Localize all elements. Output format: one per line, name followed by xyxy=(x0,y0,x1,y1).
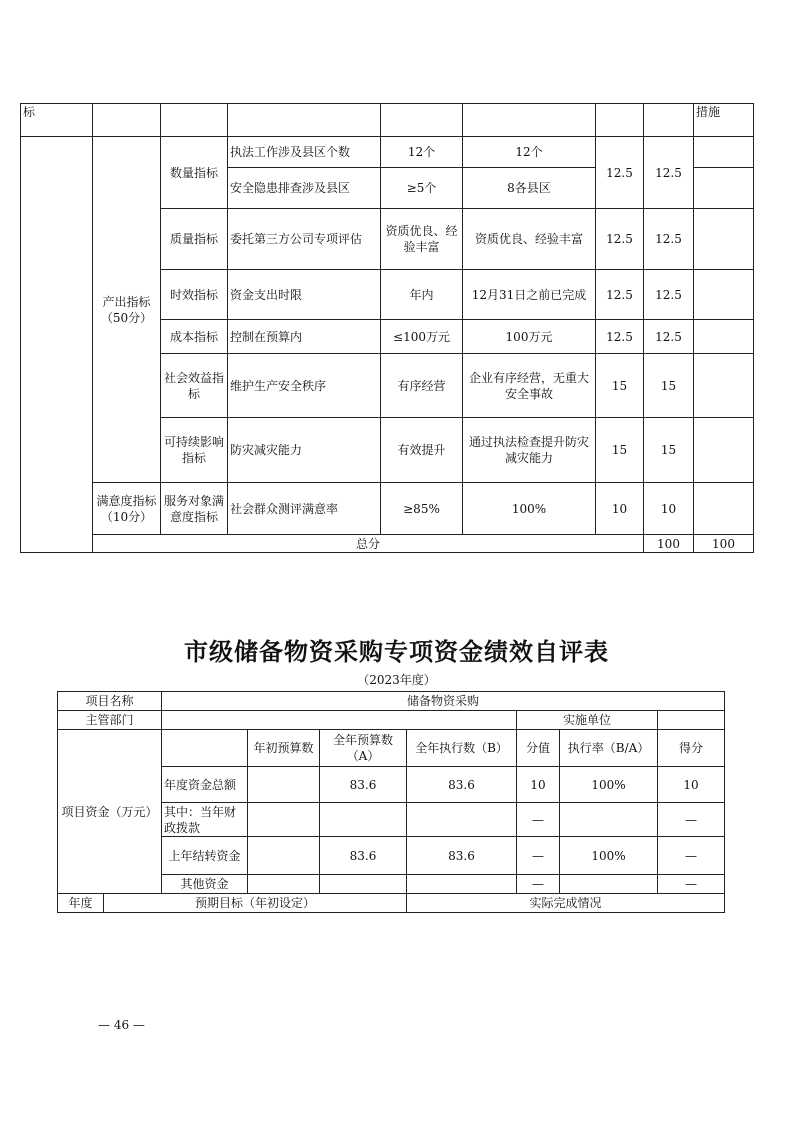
satisfaction-indicator-group: 满意度指标（10分） xyxy=(93,483,161,535)
weight-value: 12.5 xyxy=(596,270,644,320)
score-value: 15 xyxy=(644,418,694,483)
dept-value xyxy=(162,711,517,730)
indicator-name: 执法工作涉及县区个数 xyxy=(228,137,381,168)
weight-value: 12.5 xyxy=(596,320,644,354)
cell-value: 100% xyxy=(560,767,658,803)
impl-value xyxy=(658,711,725,730)
score-value: 12.5 xyxy=(644,320,694,354)
cell-value: 83.6 xyxy=(320,767,407,803)
cell-value xyxy=(320,875,407,894)
weight-value: 15 xyxy=(596,354,644,418)
actual-value: 8各县区 xyxy=(463,168,596,209)
indicator-name: 防灾减灾能力 xyxy=(228,418,381,483)
cell-value xyxy=(407,875,517,894)
actual-value: 100万元 xyxy=(463,320,596,354)
target-value: 年内 xyxy=(381,270,463,320)
weight-value: 12.5 xyxy=(596,137,644,209)
row-label: 上年结转资金 xyxy=(162,837,248,875)
header-cell-label: 标 xyxy=(21,104,93,137)
row-label: 其中：当年财政拨款 xyxy=(162,803,248,837)
row-label: 其他资金 xyxy=(162,875,248,894)
indicator-category-cell xyxy=(21,137,93,553)
actual-value: 通过执法检查提升防灾减灾能力 xyxy=(463,418,596,483)
cell-value: 100% xyxy=(560,837,658,875)
funds-label: 项目资金（万元） xyxy=(58,730,162,894)
cell-value: — xyxy=(517,803,560,837)
score-value: 12.5 xyxy=(644,209,694,270)
col-header: 全年预算数（A） xyxy=(320,730,407,767)
cell-value: — xyxy=(517,875,560,894)
cell-value: 83.6 xyxy=(320,837,407,875)
col-header: 分值 xyxy=(517,730,560,767)
cost-subgroup: 成本指标 xyxy=(161,320,228,354)
project-funds-table xyxy=(57,691,725,913)
cell-value: — xyxy=(517,837,560,875)
cell-value: 83.6 xyxy=(407,767,517,803)
cell-value xyxy=(320,803,407,837)
output-indicator-group: 产出指标（50分） xyxy=(93,137,161,483)
weight-value: 15 xyxy=(596,418,644,483)
goal-actual-label: 实际完成情况 xyxy=(407,894,725,913)
score-value: 12.5 xyxy=(644,270,694,320)
col-header: 得分 xyxy=(658,730,725,767)
target-value: ≤100万元 xyxy=(381,320,463,354)
social-benefit-subgroup: 社会效益指标 xyxy=(161,354,228,418)
goal-expected-label: 预期目标（年初设定） xyxy=(104,894,407,913)
target-value: 资质优良、经验丰富 xyxy=(381,209,463,270)
target-value: 12个 xyxy=(381,137,463,168)
indicator-name: 安全隐患排查涉及县区 xyxy=(228,168,381,209)
performance-indicator-table xyxy=(20,103,754,553)
total-score: 100 xyxy=(694,535,754,553)
goal-year-label: 年度 xyxy=(58,894,104,913)
cell-value xyxy=(560,803,658,837)
actual-value: 企业有序经营，无重大安全事故 xyxy=(463,354,596,418)
project-name-label: 项目名称 xyxy=(58,692,162,711)
cell-value: — xyxy=(658,875,725,894)
target-value: ≥85% xyxy=(381,483,463,535)
total-label: 总分 xyxy=(93,535,644,553)
score-value: 15 xyxy=(644,354,694,418)
dept-label: 主管部门 xyxy=(58,711,162,730)
score-value: 12.5 xyxy=(644,137,694,209)
indicator-name: 社会群众测评满意率 xyxy=(228,483,381,535)
target-value: ≥5个 xyxy=(381,168,463,209)
col-header: 执行率（B/A） xyxy=(560,730,658,767)
form-title: 市级储备物资采购专项资金绩效自评表 xyxy=(184,637,609,666)
target-value: 有序经营 xyxy=(381,354,463,418)
header-cell-measures: 措施 xyxy=(694,104,754,137)
actual-value: 12个 xyxy=(463,137,596,168)
actual-value: 100% xyxy=(463,483,596,535)
project-name-value: 储备物资采购 xyxy=(162,692,725,711)
weight-value: 12.5 xyxy=(596,209,644,270)
score-value: 10 xyxy=(644,483,694,535)
cell-value: 83.6 xyxy=(407,837,517,875)
actual-value: 资质优良、经验丰富 xyxy=(463,209,596,270)
indicator-name: 资金支出时限 xyxy=(228,270,381,320)
indicator-name: 控制在预算内 xyxy=(228,320,381,354)
weight-value: 10 xyxy=(596,483,644,535)
cell-value xyxy=(560,875,658,894)
quantity-subgroup: 数量指标 xyxy=(161,137,228,209)
cell-value xyxy=(407,803,517,837)
cell-value: — xyxy=(658,837,725,875)
form-year: （2023年度） xyxy=(357,673,436,687)
col-header: 全年执行数（B） xyxy=(407,730,517,767)
target-value: 有效提升 xyxy=(381,418,463,483)
timeliness-subgroup: 时效指标 xyxy=(161,270,228,320)
row-label: 年度资金总额 xyxy=(162,767,248,803)
cell-value: 10 xyxy=(658,767,725,803)
total-weight: 100 xyxy=(644,535,694,553)
cell-value: 10 xyxy=(517,767,560,803)
indicator-name: 委托第三方公司专项评估 xyxy=(228,209,381,270)
indicator-name: 维护生产安全秩序 xyxy=(228,354,381,418)
impl-label: 实施单位 xyxy=(517,711,658,730)
col-header: 年初预算数 xyxy=(248,730,320,767)
page-number: — 46 — xyxy=(98,1018,145,1032)
sustainability-subgroup: 可持续影响指标 xyxy=(161,418,228,483)
cell-value: — xyxy=(658,803,725,837)
quality-subgroup: 质量指标 xyxy=(161,209,228,270)
satisfaction-subgroup: 服务对象满意度指标 xyxy=(161,483,228,535)
actual-value: 12月31日之前已完成 xyxy=(463,270,596,320)
